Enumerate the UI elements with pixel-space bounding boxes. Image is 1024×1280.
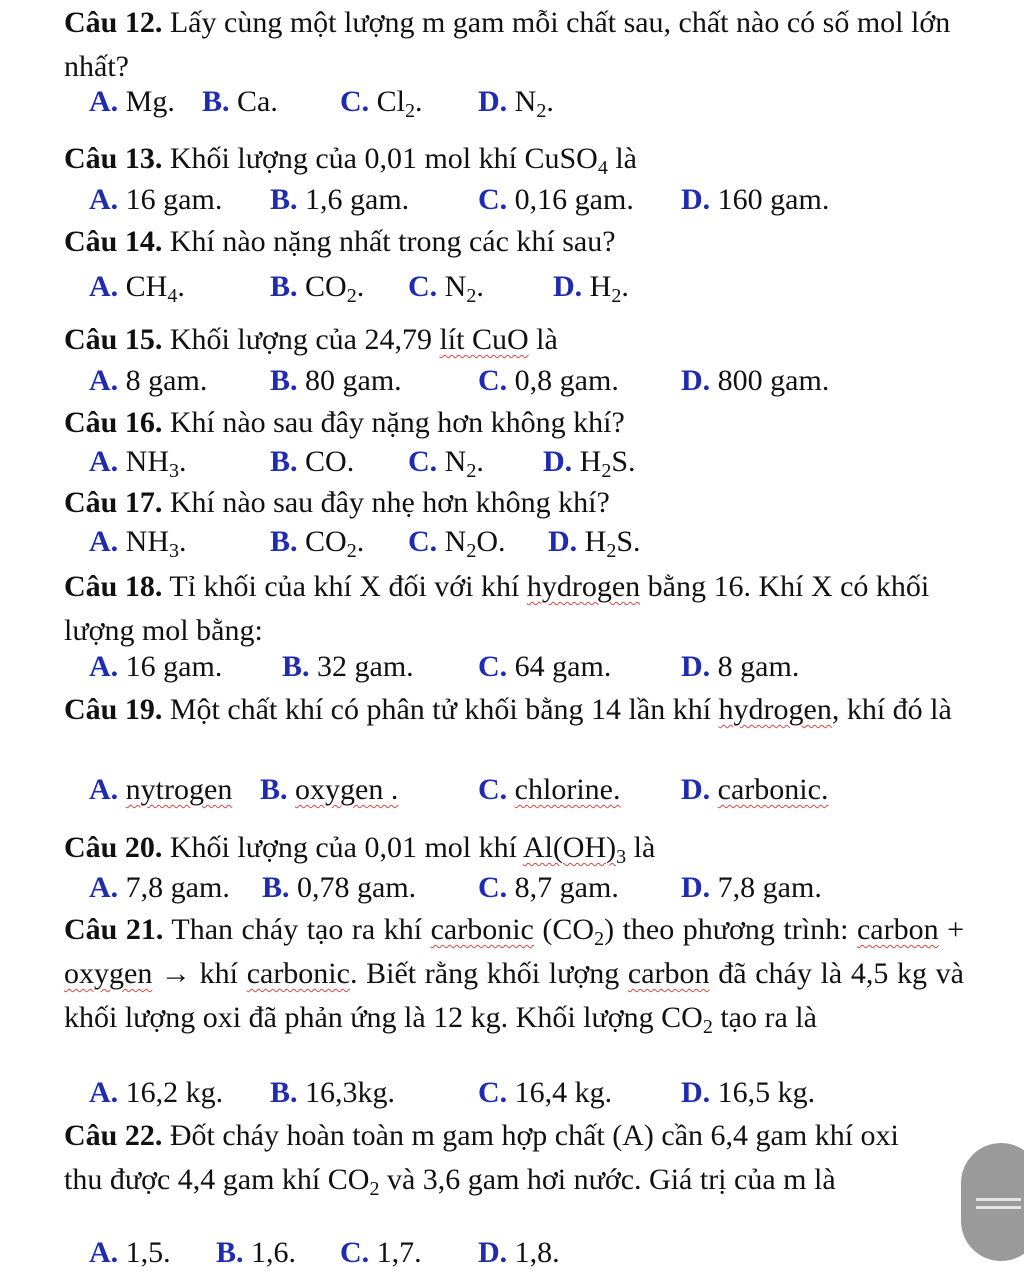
question-label: Câu 14. [64,225,163,258]
option-c[interactable]: C. $N_2$. [408,445,484,482]
scroll-handle[interactable] [961,1143,1024,1261]
option-c[interactable]: C. 1,7. [340,1236,422,1269]
option-b[interactable]: B. 80 gam. [270,364,402,397]
question-12 [64,1,964,89]
option-c[interactable]: C. chlorine. [478,773,621,806]
option-b[interactable]: B. 16,3kg. [270,1076,396,1109]
options-14 [0,265,1024,309]
options-22 [0,1231,1024,1275]
option-b[interactable]: B. 0,78 gam. [262,871,417,904]
text-segment: carbon [627,957,710,990]
option-d[interactable]: D. 160 gam. [681,183,830,216]
option-a[interactable]: A. 16 gam. [89,183,223,216]
question-text: Tỉ khối của khí X đối với khí hydrogen bằng 16. Khí X có khối lượng mol bằng: [64,570,930,647]
text-segment: Than cháy tạo ra khí [171,913,431,946]
options-19 [0,768,1024,812]
option-c[interactable]: C. $N_2$. [408,270,484,307]
option-d[interactable]: D. 800 gam. [681,364,830,397]
options-15 [0,359,1024,403]
question-20 [64,826,964,870]
option-b[interactable]: B. Ca. [202,85,278,118]
option-b[interactable]: B. 1,6. [216,1236,297,1269]
question-text: Khí nào nặng nhất trong các khí sau? [169,225,616,258]
option-a[interactable]: A. $NH_3$. [89,445,187,482]
question-label: Câu 22. [64,1119,163,1152]
text-segment: carbonic [430,913,534,946]
question-text: Khí nào sau đây nhẹ hơn không khí? [169,486,610,519]
option-a[interactable]: A. 16 gam. [89,650,223,683]
question-text: Khối lượng của 0,01 mol khí CuSO$_4$ là [169,142,637,179]
option-a[interactable]: A. $NH_3$. [89,525,187,562]
question-label: Câu 18. [64,570,163,603]
text-segment: (CO [533,913,595,946]
option-c[interactable]: C. $N_2O$. [408,525,506,562]
options-16 [0,440,1024,484]
question-label: Câu 19. [64,693,163,726]
text-segment: . Biết rằng khối lượng [349,957,628,990]
text-segment: → khí [152,957,247,990]
question-label: Câu 15. [64,323,163,356]
option-c[interactable]: C. 8,7 gam. [478,871,619,904]
option-a[interactable]: A. $CH_4$. [89,270,185,307]
question-14 [64,220,964,264]
option-c[interactable]: C. 16,4 kg. [478,1076,613,1109]
option-d[interactable]: D. 1,8. [478,1236,560,1269]
options-18 [0,645,1024,689]
option-d[interactable]: D. $N_2$. [478,85,554,122]
text-segment: 2 [702,1016,713,1038]
option-d[interactable]: D. $H_2S$. [543,445,636,482]
question-21 [64,908,964,1040]
options-21 [0,1071,1024,1115]
option-a[interactable]: A. 8 gam. [89,364,208,397]
options-13 [0,178,1024,222]
question-15 [64,318,964,362]
text-segment: + [938,913,965,946]
option-b[interactable]: B. $CO_2$. [270,525,365,562]
question-19 [64,688,964,732]
question-label: Câu 21. [64,913,164,946]
option-b[interactable]: B. 32 gam. [282,650,414,683]
text-segment: đã cháy là 4,5 kg và khối lượng oxi đã phản ứng là 12 kg. Khối lượng CO [64,957,964,1034]
question-13 [64,137,964,181]
question-16 [64,401,964,445]
option-a[interactable]: A. Mg. [89,85,175,118]
option-a[interactable]: A. 7,8 gam. [89,871,230,904]
option-c[interactable]: C. 64 gam. [478,650,612,683]
text-segment: carbonic [246,957,350,990]
option-d[interactable]: D. 8 gam. [681,650,800,683]
option-d[interactable]: D. $H_2$. [553,270,629,307]
option-a[interactable]: A. nytrogen [89,773,233,806]
text-segment: ) theo phương trình: [604,913,857,946]
option-d[interactable]: D. 7,8 gam. [681,871,822,904]
question-label: Câu 13. [64,142,163,175]
question-text: Một chất khí có phân tử khối bằng 14 lần khí hydrogen, khí đó là [169,693,952,726]
option-d[interactable]: D. $H_2S$. [548,525,641,562]
option-d[interactable]: D. 16,5 kg. [681,1076,816,1109]
question-label: Câu 12. [64,6,163,39]
question-label: Câu 16. [64,406,163,439]
text-segment: carbon [856,913,939,946]
question-text: Khí nào sau đây nặng hơn không khí? [169,406,625,439]
option-c[interactable]: C. $Cl_2$. [340,85,423,122]
question-label: Câu 17. [64,486,163,519]
option-a[interactable]: A. 1,5. [89,1236,171,1269]
question-text [64,913,965,1038]
text-segment: tạo ra là [712,1001,817,1034]
options-20 [0,866,1024,910]
options-12 [0,80,1024,124]
text-segment: 2 [594,928,605,950]
question-22 [64,1114,944,1202]
question-text: Khối lượng của 0,01 mol khí $Al(OH)_3$ là [169,831,656,868]
grip-line-icon [976,1198,1021,1201]
option-c[interactable]: C. 0,8 gam. [478,364,619,397]
question-text: Đốt cháy hoàn toàn m gam hợp chất (A) cần 6,4 gam khí oxi thu được 4,4 gam khí $CO_2$ và 3,6 gam hơi nước. Giá trị của m là [64,1119,899,1200]
question-18 [64,565,964,653]
option-c[interactable]: C. 0,16 gam. [478,183,634,216]
option-b[interactable]: B. 1,6 gam. [270,183,410,216]
option-a[interactable]: A. 16,2 kg. [89,1076,224,1109]
text-segment: oxygen [64,957,153,990]
options-17 [0,520,1024,564]
option-b[interactable]: B. oxygen . [260,773,399,806]
question-17 [64,481,964,525]
option-d[interactable]: D. carbonic. [681,773,829,806]
question-text: Lấy cùng một lượng m gam mỗi chất sau, chất nào có số mol lớn nhất? [64,6,951,83]
question-label: Câu 20. [64,831,163,864]
grip-line-icon [976,1206,1021,1209]
question-text: Khối lượng của 24,79 lít CuO là [169,323,558,356]
option-b[interactable]: B. $CO_2$. [270,270,365,307]
option-b[interactable]: B. CO. [270,445,355,478]
